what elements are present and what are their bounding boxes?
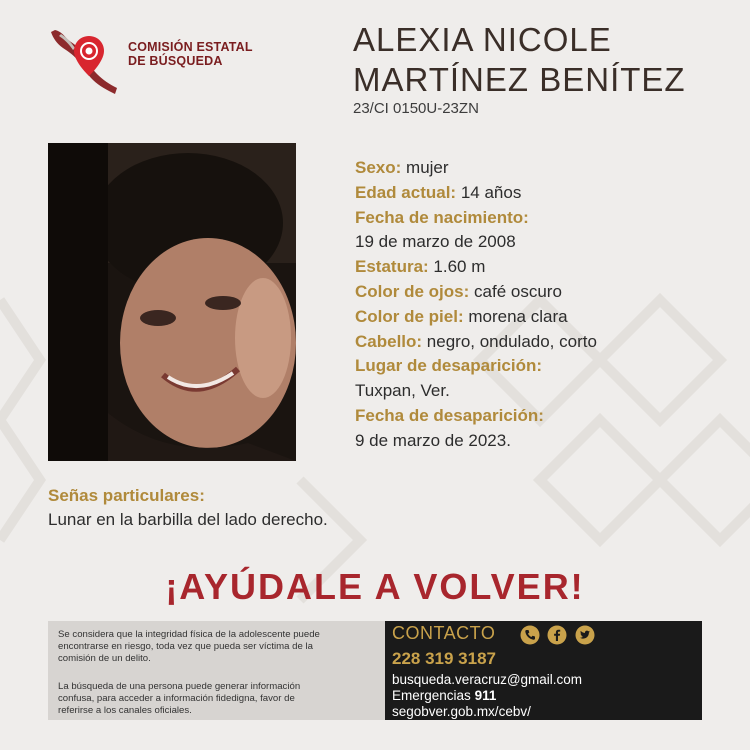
contact-emergencias: Emergencias 911 (392, 688, 497, 703)
detail-piel: Color de piel: morena clara (355, 306, 568, 326)
phone-icon[interactable] (520, 625, 540, 645)
disclaimer-paragraph-2: La búsqueda de una persona puede generar información confusa, para acceder a información fidedigna, favor de referirse a los canales oficiales. (58, 681, 301, 716)
call-to-action: ¡AYÚDALE A VOLVER! (165, 566, 585, 607)
person-details (355, 156, 597, 454)
detail-estatura: Estatura: 1.60 m (355, 257, 486, 277)
location-pin-icon (71, 34, 107, 78)
detail-fecha: 9 de marzo de 2023. (355, 430, 511, 450)
logo-text (128, 40, 253, 68)
logo-line2: DE BÚSQUEDA (128, 54, 223, 68)
contact-box (385, 621, 702, 720)
twitter-icon[interactable] (575, 625, 595, 645)
contact-icons (520, 625, 595, 650)
person-name (353, 20, 686, 100)
senas-text: Lunar en la barbilla del lado derecho. (48, 510, 328, 529)
detail-edad: Edad actual: 14 años (355, 182, 522, 202)
contact-website[interactable]: segobver.gob.mx/cebv/ (392, 704, 531, 719)
distinguishing-marks (48, 484, 328, 532)
detail-nacimiento: 19 de marzo de 2008 (355, 232, 516, 252)
logo-line1: COMISIÓN ESTATAL (128, 40, 253, 54)
name-line2: MARTÍNEZ BENÍTEZ (353, 61, 686, 98)
logo (45, 28, 265, 98)
detail-lugar-label: Lugar de desaparición: (355, 356, 543, 376)
detail-sexo: Sexo: mujer (355, 158, 449, 177)
person-photo (48, 143, 296, 461)
senas-label: Señas particulares: (48, 486, 205, 505)
case-folio: 23/CI 0150U-23ZN (353, 100, 479, 117)
detail-fecha-label: Fecha de desaparición: (355, 405, 544, 425)
contact-email[interactable]: busqueda.veracruz@gmail.com (392, 672, 583, 687)
contact-phone[interactable]: 228 319 3187 (392, 649, 496, 668)
contact-title: CONTACTO (392, 623, 496, 643)
name-line1: ALEXIA NICOLE (353, 21, 612, 58)
detail-lugar: Tuxpan, Ver. (355, 381, 450, 401)
detail-nacimiento-label: Fecha de nacimiento: (355, 207, 529, 227)
disclaimer-paragraph-1: Se considera que la integridad física de la adolescente puede encontrarse en riesgo, toda vez que pueda ser víctima de la comisión de un delito. (58, 629, 320, 664)
disclaimer-box (48, 621, 385, 720)
facebook-icon[interactable] (547, 625, 567, 645)
detail-ojos: Color de ojos: café oscuro (355, 281, 562, 301)
detail-cabello: Cabello: negro, ondulado, corto (355, 331, 597, 351)
